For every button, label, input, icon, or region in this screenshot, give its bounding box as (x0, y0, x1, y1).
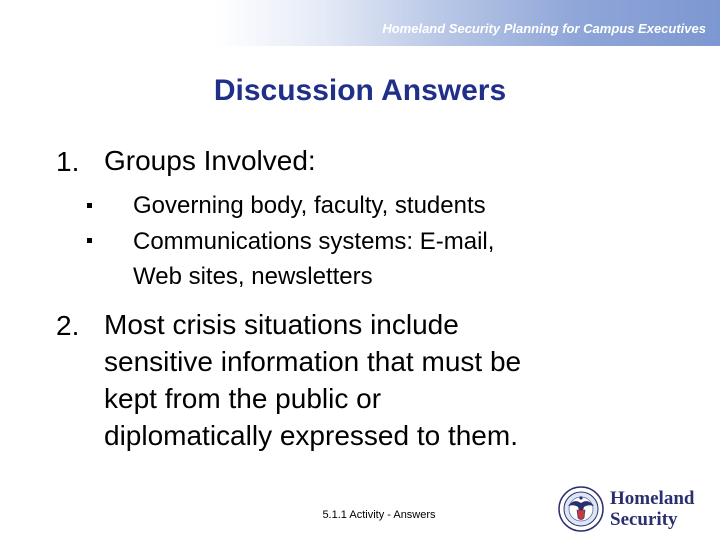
bullet-icon (87, 238, 92, 243)
header-band (0, 0, 720, 46)
dhs-seal-icon (558, 486, 604, 532)
slide-title: Discussion Answers (213, 74, 507, 107)
item-number: 1. (56, 146, 80, 177)
sub-bullet-text: Governing body, faculty, students (133, 192, 486, 219)
item-text-line: sensitive information that must be (104, 346, 522, 377)
sub-bullet-text: Communications systems: E-mail, (133, 228, 495, 255)
item-text-line: Most crisis situations include (104, 309, 459, 340)
item-text-line: diplomatically expressed to them. (104, 420, 518, 451)
bullet-icon (87, 203, 92, 208)
sub-bullet-text: Web sites, newsletters (133, 263, 373, 290)
header-title: Homeland Security Planning for Campus Executives (382, 21, 706, 36)
dhs-logo (558, 486, 708, 532)
logo-text-line1: Homeland (610, 488, 695, 509)
item-text-line: kept from the public or (104, 383, 382, 414)
logo-text-line2: Security (610, 509, 678, 530)
footer-label: 5.1.1 Activity - Answers (322, 509, 436, 521)
item-text: Groups Involved: (104, 145, 316, 176)
item-number: 2. (56, 310, 80, 341)
